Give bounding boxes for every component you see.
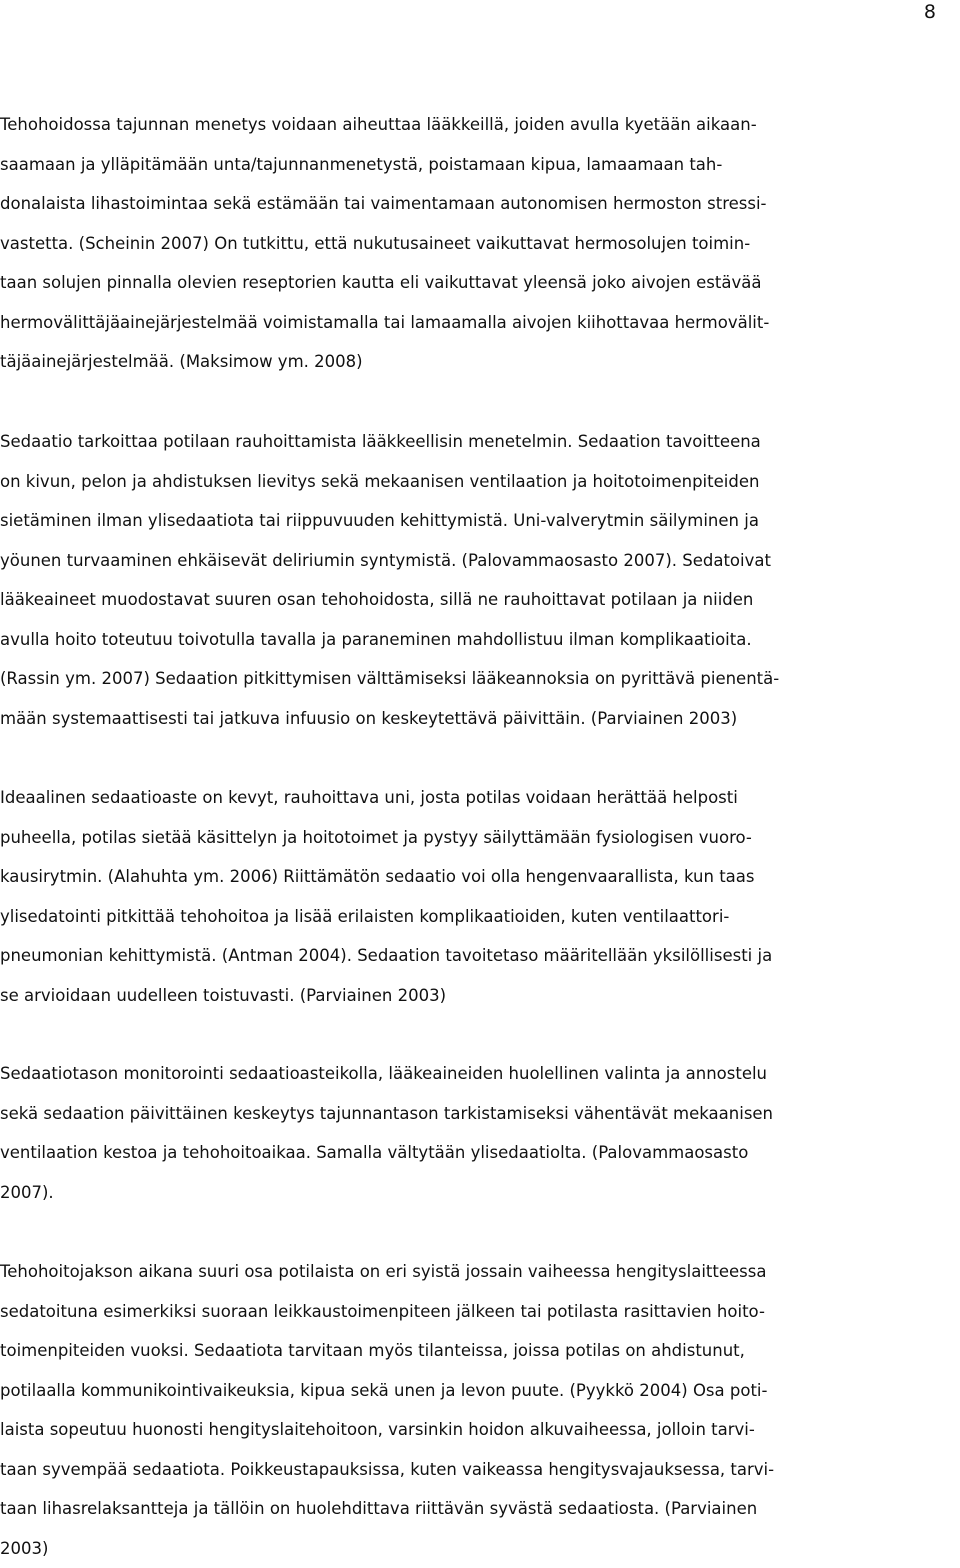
text-line: taan solujen pinnalla olevien reseptorien kautta eli vaikuttavat yleensä joko aivojen estävää: [0, 263, 769, 303]
text-line: Tehohoitojakson aikana suuri osa potilaista on eri syistä jossain vaiheessa hengityslaitteessa: [0, 1252, 774, 1292]
text-line: 2007).: [0, 1173, 773, 1213]
text-line: taan syvempää sedaatiota. Poikkeustapauksissa, kuten vaikeassa hengitysvajauksessa, tarvi-: [0, 1450, 774, 1490]
paragraph-ideaalinen-sedaatioaste: [0, 778, 772, 1015]
text-line: 2003): [0, 1529, 774, 1568]
text-line: potilaalla kommunikointivaikeuksia, kipua sekä unen ja levon puute. (Pyykkö 2004) Osa poti-: [0, 1371, 774, 1411]
text-line: täjäainejärjestelmää. (Maksimow ym. 2008): [0, 342, 769, 382]
paragraph-tajunnan-menetys: [0, 105, 769, 382]
text-line: hermovälittäjäainejärjestelmää voimistamalla tai lamaamalla aivojen kiihottavaa hermovälit-: [0, 303, 769, 343]
text-line: toimenpiteiden vuoksi. Sedaatiota tarvitaan myös tilanteissa, joissa potilas on ahdistunut,: [0, 1331, 774, 1371]
text-line: Ideaalinen sedaatioaste on kevyt, rauhoittava uni, josta potilas voidaan herättää helposti: [0, 778, 772, 818]
text-line: kausirytmin. (Alahuhta ym. 2006) Riittämätön sedaatio voi olla hengenvaarallista, kun taas: [0, 857, 772, 897]
text-line: ventilaation kestoa ja tehohoitoaikaa. Samalla vältytään ylisedaatiolta. (Palovammaosasto: [0, 1133, 773, 1173]
text-line: taan lihasrelaksantteja ja tällöin on huolehdittava riittävän syvästä sedaatiosta. (Parviainen: [0, 1489, 774, 1529]
text-line: yöunen turvaaminen ehkäisevät deliriumin syntymistä. (Palovammaosasto 2007). Sedatoivat: [0, 541, 779, 581]
paragraph-tehohoitojakso: [0, 1252, 774, 1568]
paragraph-sedaatio-maaritelma: [0, 422, 779, 738]
text-line: se arvioidaan uudelleen toistuvasti. (Parviainen 2003): [0, 976, 772, 1016]
text-line: sekä sedaation päivittäinen keskeytys tajunnantason tarkistamiseksi vähentävät mekaanisen: [0, 1094, 773, 1134]
text-line: avulla hoito toteutuu toivotulla tavalla ja paraneminen mahdollistuu ilman komplikaatioita.: [0, 620, 779, 660]
page-number: 8: [924, 0, 936, 24]
text-line: saamaan ja ylläpitämään unta/tajunnanmenetystä, poistamaan kipua, lamaamaan tah-: [0, 145, 769, 185]
text-line: Sedaatio tarkoittaa potilaan rauhoittamista lääkkeellisin menetelmin. Sedaation tavoitteena: [0, 422, 779, 462]
text-line: Tehohoidossa tajunnan menetys voidaan aiheuttaa lääkkeillä, joiden avulla kyetään aikaan-: [0, 105, 769, 145]
text-line: ylisedatointi pitkittää tehohoitoa ja lisää erilaisten komplikaatioiden, kuten ventilaattori-: [0, 897, 772, 937]
text-line: (Rassin ym. 2007) Sedaation pitkittymisen välttämiseksi lääkeannoksia on pyrittävä pienentä-: [0, 659, 779, 699]
text-line: sietäminen ilman ylisedaatiota tai riippuvuuden kehittymistä. Uni-valverytmin säilyminen ja: [0, 501, 779, 541]
text-line: Sedaatiotason monitorointi sedaatioasteikolla, lääkeaineiden huolellinen valinta ja annostelu: [0, 1054, 773, 1094]
text-line: puheella, potilas sietää käsittelyn ja hoitotoimet ja pystyy säilyttämään fysiologisen vuoro-: [0, 818, 772, 858]
text-line: vastetta. (Scheinin 2007) On tutkittu, että nukutusaineet vaikuttavat hermosolujen toimin-: [0, 224, 769, 264]
text-line: pneumonian kehittymistä. (Antman 2004). Sedaation tavoitetaso määritellään yksilöllisesti ja: [0, 936, 772, 976]
paragraph-sedaatiotason-monitorointi: [0, 1054, 773, 1212]
text-line: lääkeaineet muodostavat suuren osan tehohoidosta, sillä ne rauhoittavat potilaan ja niiden: [0, 580, 779, 620]
text-line: sedatoituna esimerkiksi suoraan leikkaustoimenpiteen jälkeen tai potilasta rasittavien hoito-: [0, 1292, 774, 1332]
text-line: mään systemaattisesti tai jatkuva infuusio on keskeytettävä päivittäin. (Parviainen 2003): [0, 699, 779, 739]
text-line: donalaista lihastoimintaa sekä estämään tai vaimentamaan autonomisen hermoston stressi-: [0, 184, 769, 224]
text-line: on kivun, pelon ja ahdistuksen lievitys sekä mekaanisen ventilaation ja hoitotoimenpiteiden: [0, 462, 779, 502]
text-line: laista sopeutuu huonosti hengityslaitehoitoon, varsinkin hoidon alkuvaiheessa, jolloin tarvi-: [0, 1410, 774, 1450]
